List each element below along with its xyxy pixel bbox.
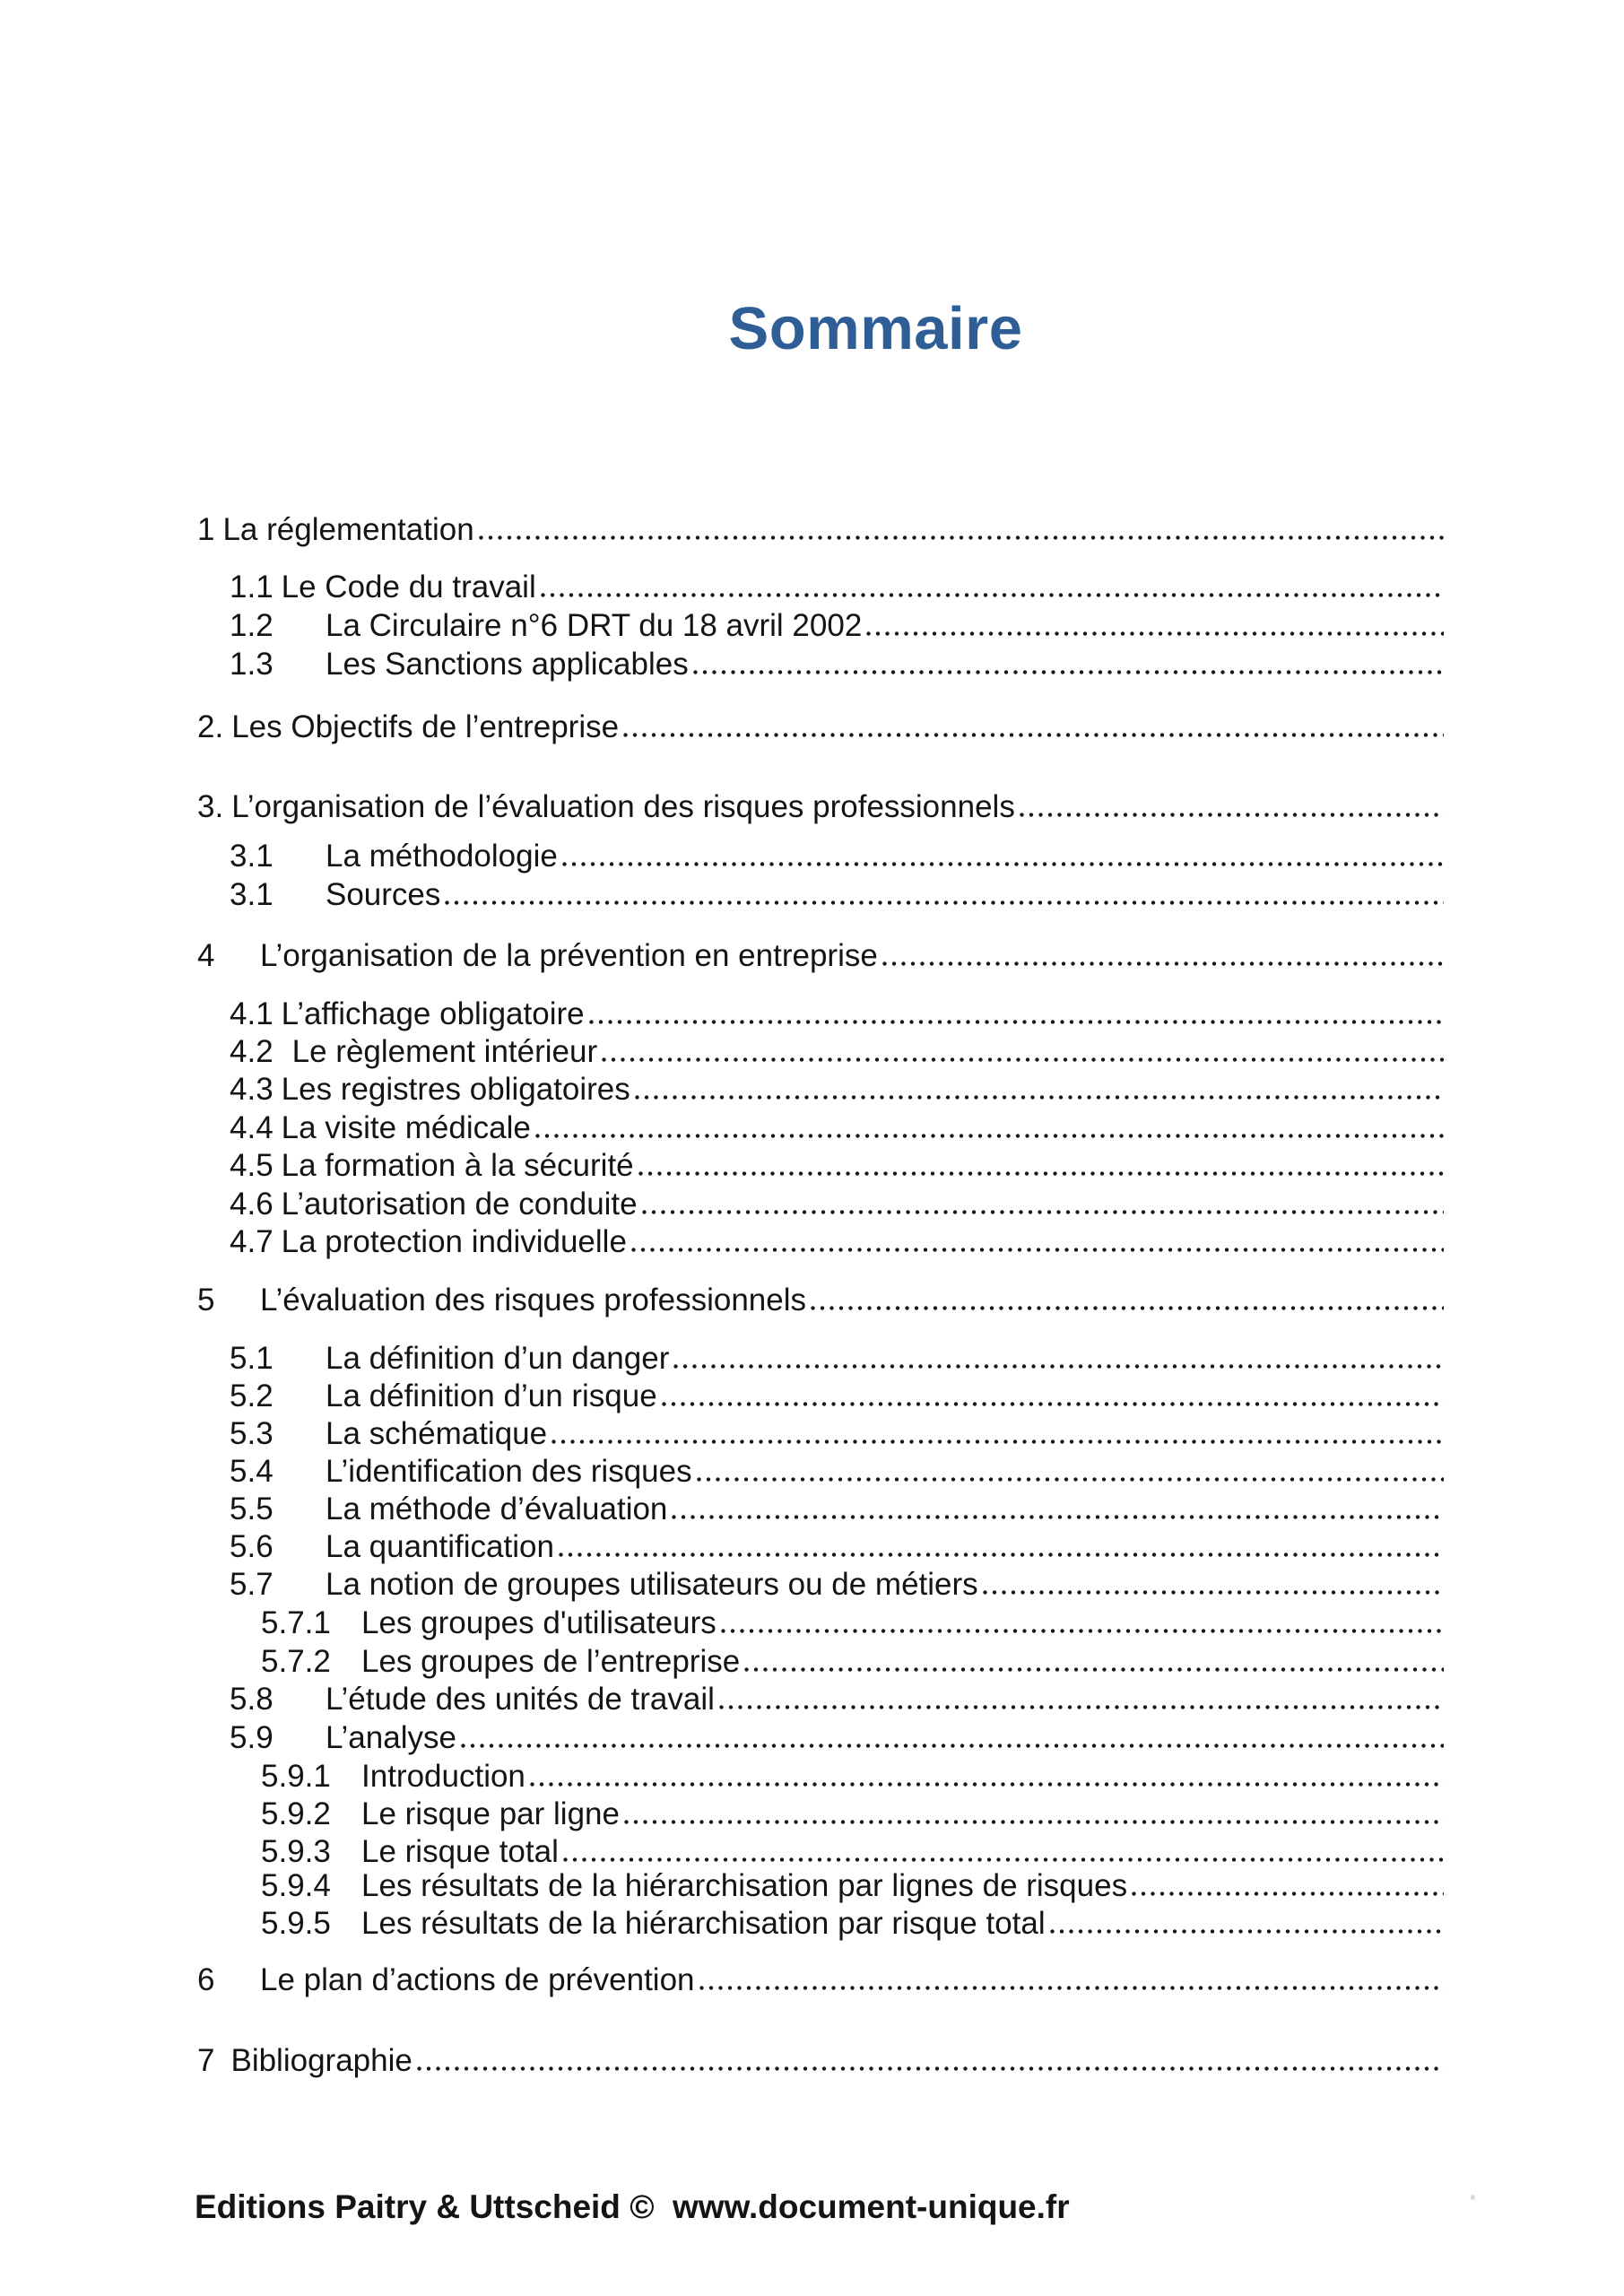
toc-item	[261, 1646, 1444, 1678]
toc-item-number: 5.7.1	[261, 1605, 331, 1640]
toc-item-title: L’autorisation de conduite	[281, 1187, 638, 1222]
toc-item	[230, 879, 1444, 911]
dot-leader	[1050, 1929, 1444, 1934]
dot-leader	[541, 593, 1444, 597]
dot-leader	[631, 1248, 1444, 1252]
toc-item-number: 5.7.2	[261, 1644, 331, 1679]
toc-item-title: Les groupes d'utilisateurs	[361, 1605, 716, 1640]
toc-item	[230, 1343, 1444, 1375]
dot-leader	[638, 1171, 1444, 1176]
toc-item-number: 3.1	[230, 877, 274, 912]
toc-item	[230, 1418, 1444, 1450]
toc-item-number: 5.8	[230, 1682, 274, 1717]
toc-item-title: Bibliographie	[230, 2043, 413, 2078]
toc-item-title: La méthodologie	[326, 839, 558, 874]
dot-leader	[535, 1134, 1444, 1138]
toc-item-title: Les résultats de la hiérarchisation par risque total	[361, 1906, 1046, 1941]
toc-item-title: L’organisation de la prévention en entreprise	[260, 938, 878, 973]
toc-item-title: Le Code du travail	[281, 570, 536, 604]
toc-item-number: 4.1	[230, 996, 274, 1031]
toc-item-number: 3.	[197, 789, 224, 824]
toc-item-title: La Circulaire n°6 DRT du 18 avril 2002	[326, 608, 863, 643]
toc-item-title: La notion de groupes utilisateurs ou de métiers	[326, 1567, 978, 1602]
toc-item-title: La définition d’un risque	[326, 1378, 657, 1413]
toc-item-title: L’évaluation des risques professionnels	[260, 1283, 806, 1318]
toc-item	[261, 1761, 1444, 1793]
toc-item	[261, 1798, 1444, 1831]
dot-leader	[563, 1857, 1444, 1862]
toc-item	[197, 1284, 1444, 1317]
toc-item-title: La méthode d’évaluation	[326, 1492, 668, 1526]
dot-leader	[1020, 813, 1444, 817]
dot-leader	[673, 1364, 1444, 1369]
toc-item	[230, 1683, 1444, 1716]
toc-item-title: L’étude des unités de travail	[326, 1682, 715, 1717]
toc-item	[197, 514, 1444, 546]
footer-text: Editions Paitry & Uttscheid © www.document-unique.fr	[195, 2188, 1070, 2225]
toc-item-title: La schématique	[326, 1416, 548, 1451]
toc-item	[197, 2045, 1444, 2077]
dot-leader	[417, 2066, 1444, 2071]
toc-item-number: 3.1	[230, 839, 274, 874]
toc-item-number: 4.7	[230, 1224, 274, 1259]
toc-item-title: L’analyse	[326, 1720, 456, 1755]
toc-item-title: Le risque par ligne	[361, 1796, 620, 1831]
dot-leader	[1132, 1892, 1444, 1896]
toc-item	[230, 648, 1444, 681]
dot-leader	[744, 1667, 1444, 1672]
toc-item	[197, 1964, 1444, 1996]
toc-item-number: 5.7	[230, 1567, 274, 1602]
toc-item-number: 5	[197, 1283, 215, 1318]
dot-leader	[479, 535, 1444, 540]
page-title: Sommaire	[728, 295, 1023, 362]
toc-item-number: 5.1	[230, 1341, 274, 1376]
toc-item	[230, 1493, 1444, 1526]
toc-item-number: 4.6	[230, 1187, 274, 1222]
dot-leader	[551, 1439, 1444, 1444]
toc-item-title: Les registres obligatoires	[281, 1072, 630, 1107]
toc-item	[230, 1074, 1444, 1106]
toc-item	[230, 571, 1444, 604]
toc-item-number: 5.9.4	[261, 1868, 331, 1903]
toc-item	[197, 791, 1444, 823]
toc-item-number: 5.5	[230, 1492, 274, 1526]
dot-leader	[866, 631, 1444, 636]
dot-leader	[562, 862, 1444, 866]
toc-item-title: Les résultats de la hiérarchisation par lignes de risques	[361, 1868, 1128, 1903]
toc-item-title: Le plan d’actions de prévention	[260, 1962, 695, 1997]
toc-item-number: 4.5	[230, 1148, 274, 1183]
toc-item	[230, 1226, 1444, 1258]
toc-item-title: L’organisation de l’évaluation des risques professionnels	[231, 789, 1015, 824]
toc-item	[261, 1870, 1444, 1902]
toc-item-title: Le règlement intérieur	[291, 1034, 598, 1069]
toc-item-title: Les Objectifs de l’entreprise	[231, 709, 620, 744]
toc-item	[197, 940, 1444, 972]
toc-item	[230, 1456, 1444, 1488]
toc-item	[230, 1722, 1444, 1754]
toc-item-number: 5.9.2	[261, 1796, 331, 1831]
toc-item	[230, 610, 1444, 642]
toc-item	[230, 1150, 1444, 1182]
toc-item-title: Introduction	[361, 1759, 525, 1794]
toc-item-number: 7	[197, 2043, 215, 2078]
toc-item-number: 4.2	[230, 1034, 274, 1069]
toc-item	[230, 1380, 1444, 1413]
toc-item-number: 1.2	[230, 608, 274, 643]
dot-leader	[602, 1057, 1444, 1062]
dot-leader	[530, 1782, 1444, 1787]
toc-item-number: 5.2	[230, 1378, 274, 1413]
toc-item-title: La quantification	[326, 1529, 554, 1564]
toc-item-number: 2.	[197, 709, 224, 744]
toc-item-title: L’identification des risques	[326, 1454, 692, 1489]
toc-item-number: 4.3	[230, 1072, 274, 1107]
toc-item-title: La formation à la sécurité	[281, 1148, 634, 1183]
dot-leader	[983, 1590, 1444, 1595]
toc-item	[197, 711, 1444, 744]
dot-leader	[635, 1095, 1444, 1100]
toc-item-number: 4.4	[230, 1110, 274, 1145]
toc-item-number: 1.1	[230, 570, 274, 604]
toc-item-title: La protection individuelle	[281, 1224, 627, 1259]
toc-item-title: La visite médicale	[281, 1110, 531, 1145]
toc-item-number: 1	[197, 512, 215, 547]
toc-item	[230, 1036, 1444, 1068]
dot-leader	[642, 1210, 1444, 1214]
toc-item-number: 5.9	[230, 1720, 274, 1755]
dot-leader	[445, 900, 1444, 905]
toc-item-number: 4	[197, 938, 215, 973]
toc-item-number: 5.9.5	[261, 1906, 331, 1941]
toc-item-number: 5.6	[230, 1529, 274, 1564]
dot-leader	[693, 670, 1444, 674]
dot-leader	[697, 1477, 1444, 1482]
toc-item-title: La définition d’un danger	[326, 1341, 670, 1376]
toc-item-title: Les Sanctions applicables	[326, 647, 689, 682]
toc-item	[261, 1836, 1444, 1868]
toc-item-title: La réglementation	[222, 512, 474, 547]
dot-leader	[662, 1402, 1444, 1406]
dot-leader	[589, 1020, 1444, 1024]
dot-leader	[721, 1629, 1444, 1633]
dot-leader	[719, 1705, 1444, 1709]
toc-item	[230, 998, 1444, 1031]
toc-item	[230, 1569, 1444, 1601]
toc-item-title: Sources	[326, 877, 441, 912]
dot-leader	[699, 1986, 1444, 1990]
toc-item	[230, 1188, 1444, 1221]
toc-item-number: 6	[197, 1962, 215, 1997]
toc-item-title: L’affichage obligatoire	[281, 996, 585, 1031]
toc-item-title: Le risque total	[361, 1834, 559, 1869]
toc-item-title: Les groupes de l’entreprise	[361, 1644, 741, 1679]
toc-item-number: 5.4	[230, 1454, 274, 1489]
dot-leader	[672, 1515, 1444, 1519]
toc-item	[230, 840, 1444, 873]
toc-item-number: 1.3	[230, 647, 274, 682]
toc-item	[261, 1607, 1444, 1639]
toc-item	[230, 1531, 1444, 1563]
dot-leader	[623, 733, 1444, 737]
dot-leader	[559, 1552, 1444, 1557]
toc-item	[230, 1112, 1444, 1144]
toc-item	[261, 1908, 1444, 1940]
dot-leader	[624, 1820, 1444, 1824]
dot-leader	[461, 1744, 1444, 1748]
toc-item-number: 5.9.1	[261, 1759, 331, 1794]
toc-item-number: 5.9.3	[261, 1834, 331, 1869]
dot-leader	[882, 961, 1444, 966]
toc-item-number: 5.3	[230, 1416, 274, 1451]
dot-leader	[811, 1306, 1444, 1310]
scan-artifact-dot	[1471, 2195, 1475, 2200]
